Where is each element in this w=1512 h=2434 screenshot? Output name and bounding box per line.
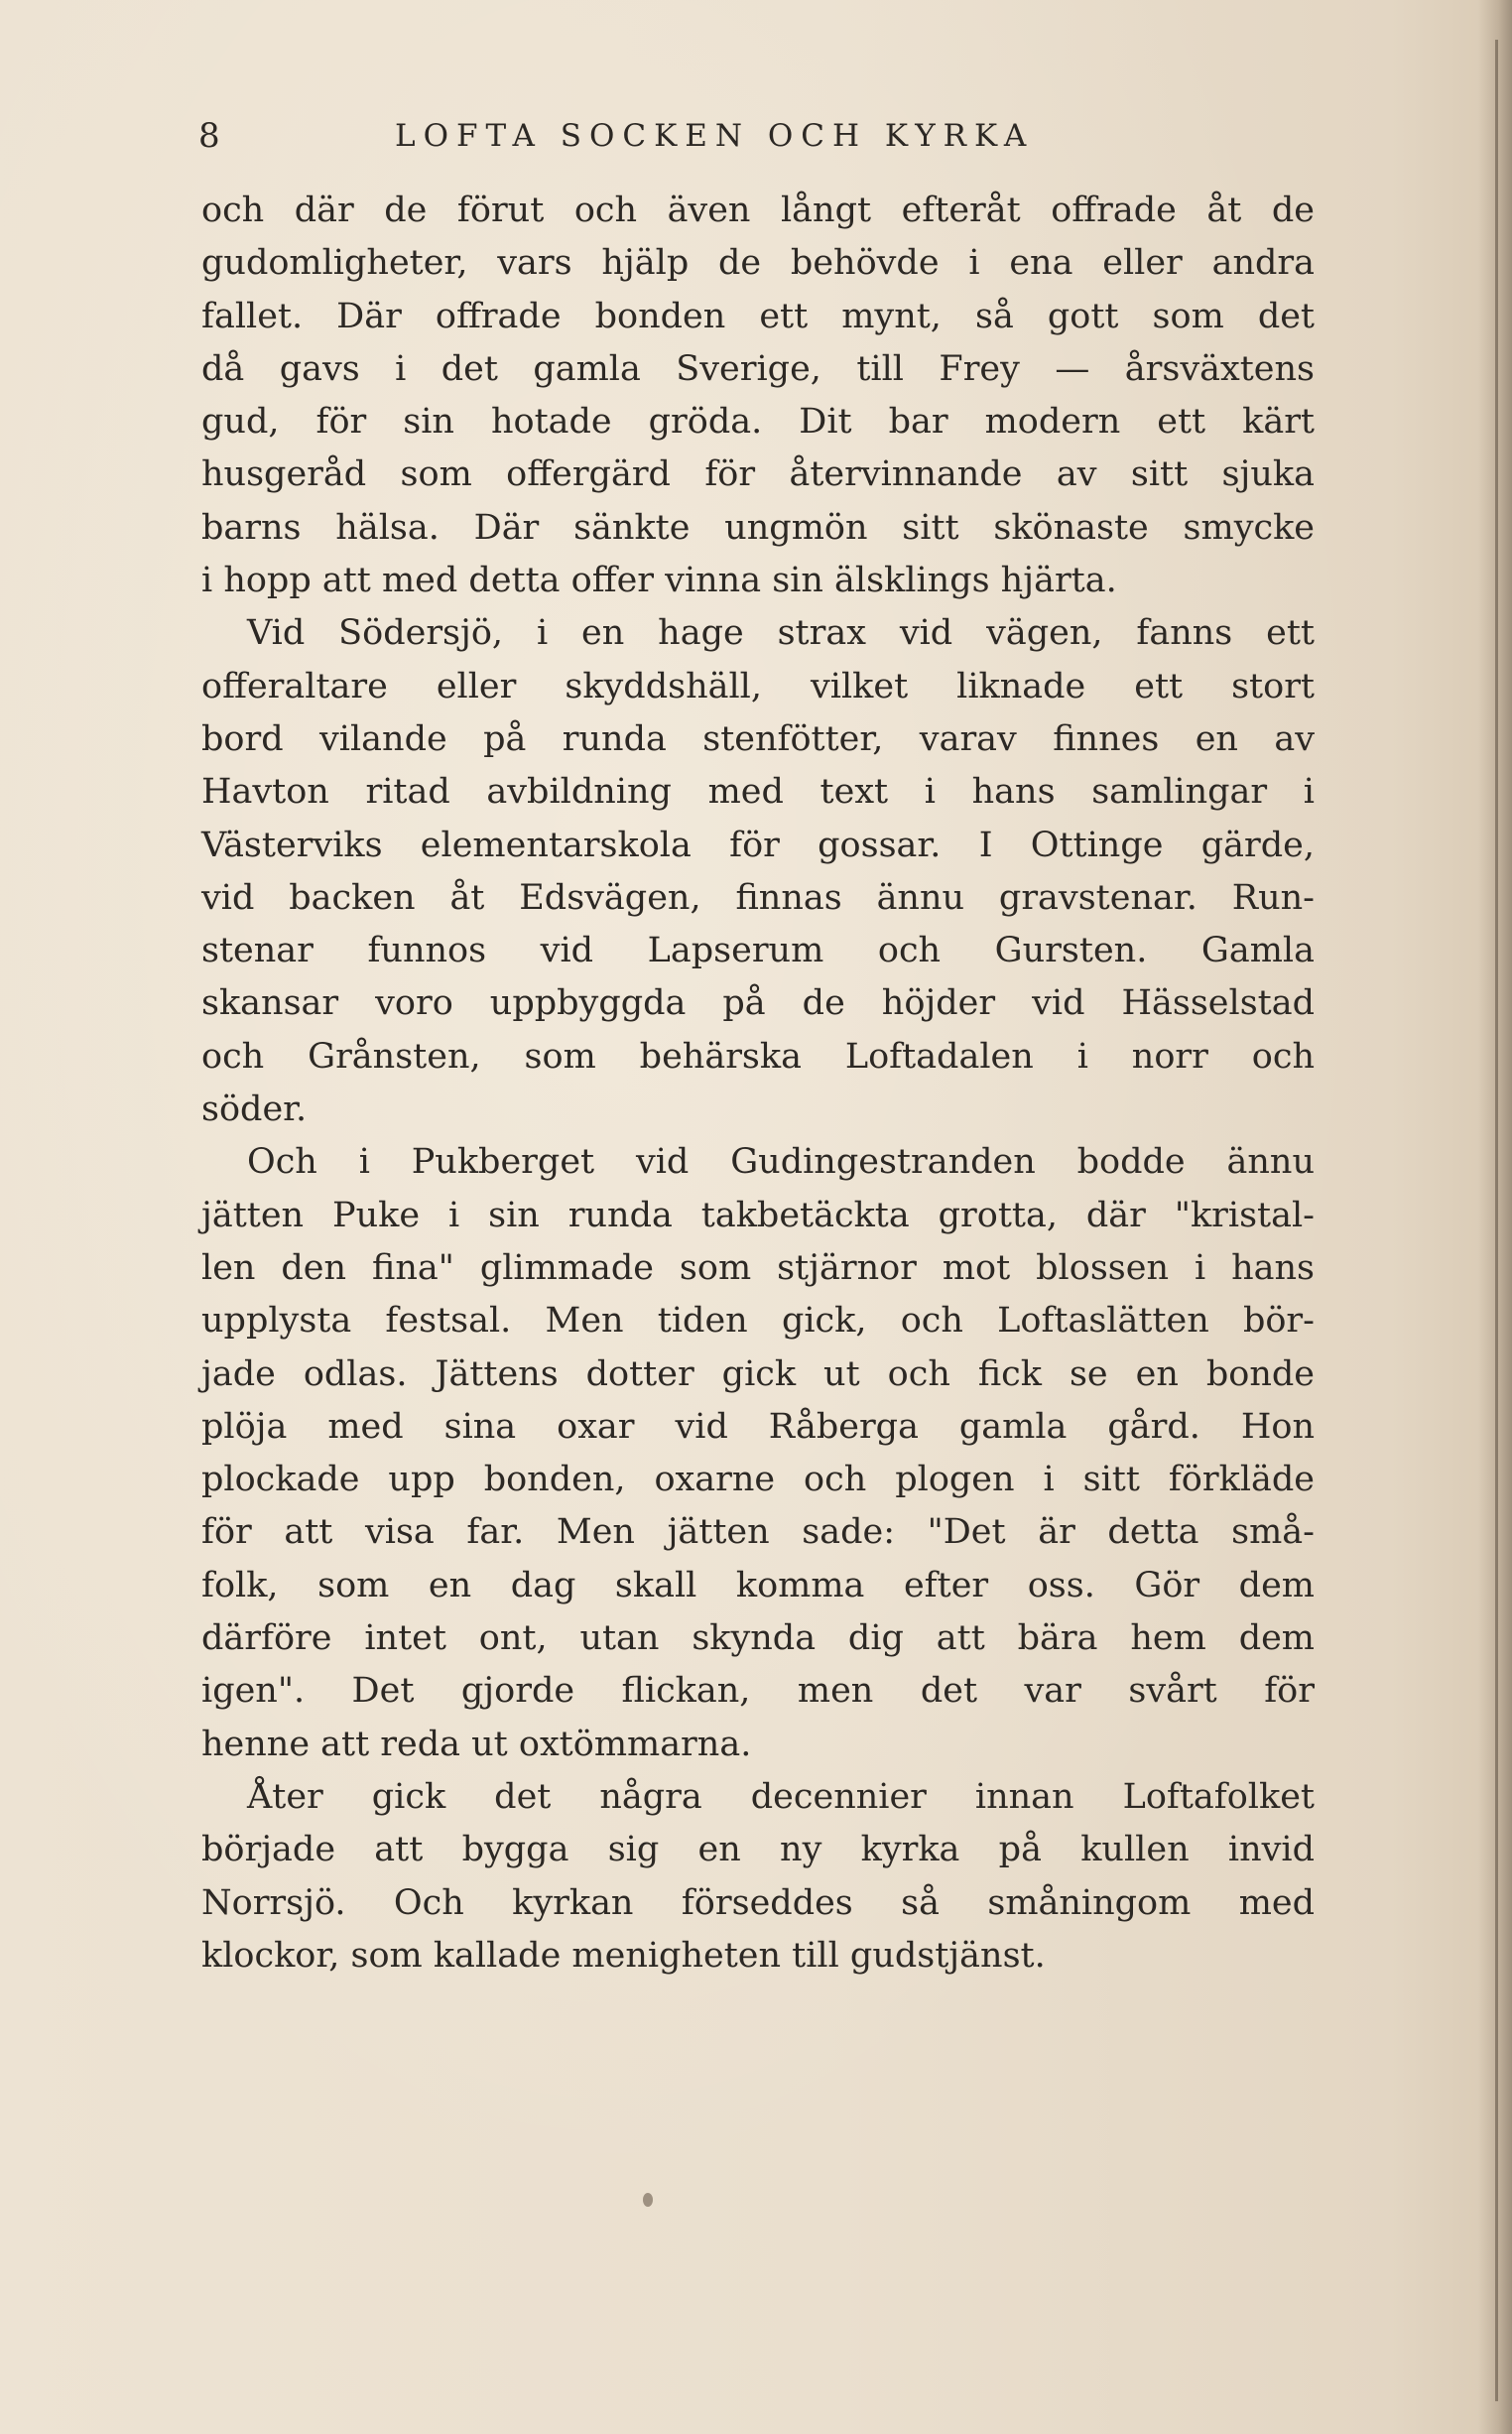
- page-number: 8: [198, 116, 220, 156]
- text-line: Havton ritad avbildning med text i hans samlingar i: [201, 772, 1315, 813]
- text-line: husgeråd som offergärd för återvinnande av sitt sjuka: [201, 454, 1315, 495]
- paragraph-first-line: Vid Södersjö, i en hage strax vid vägen, fanns ett: [247, 613, 1315, 654]
- text-line: och där de förut och även långt efteråt offrade åt de: [201, 191, 1315, 230]
- text-line: Västerviks elementarskola för gossar. I Ottinge gärde,: [201, 825, 1315, 865]
- paragraph-first-line: Och i Pukberget vid Gudingestranden bodde ännu: [247, 1142, 1315, 1183]
- text-line: plockade upp bonden, oxarne och plogen i sitt förkläde: [201, 1460, 1315, 1500]
- text-line: klockor, som kallade menigheten till gudstjänst.: [201, 1935, 1046, 1976]
- text-line: och Grånsten, som behärska Loftadalen i norr och: [201, 1036, 1315, 1077]
- page-header: [198, 111, 1191, 161]
- text-line: för att visa far. Men jätten sade: "Det är detta små-: [201, 1512, 1315, 1553]
- text-line: igen". Det gjorde flickan, men det var svårt för: [201, 1671, 1315, 1712]
- text-line: fallet. Där offrade bonden ett mynt, så gott som det: [201, 296, 1315, 336]
- text-line: skansar voro uppbyggda på de höjder vid Hässelstad: [201, 983, 1315, 1024]
- text-line: gudomligheter, vars hjälp de behövde i ena eller andra: [201, 243, 1315, 284]
- text-line: gud, för sin hotade gröda. Dit bar modern ett kärt: [201, 402, 1315, 443]
- text-line: henne att reda ut oxtömmarna.: [201, 1724, 752, 1764]
- text-line: vid backen åt Edsvägen, finnas ännu gravstenar. Run-: [201, 877, 1315, 918]
- text-line: plöja med sina oxar vid Råberga gamla gård. Hon: [201, 1406, 1315, 1447]
- text-line: Norrsjö. Och kyrkan förseddes så småningom med: [201, 1882, 1315, 1923]
- text-line: söder.: [201, 1089, 308, 1130]
- text-line: len den fina" glimmade som stjärnor mot blossen i hans: [201, 1247, 1315, 1288]
- text-line: offeraltare eller skyddshäll, vilket liknade ett stort: [201, 666, 1315, 706]
- text-line: folk, som en dag skall komma efter oss. Gör dem: [201, 1565, 1315, 1605]
- text-line: upplysta festsal. Men tiden gick, och Loftaslätten bör-: [201, 1301, 1315, 1342]
- text-line: då gavs i det gamla Sverige, till Frey — årsväxtens: [201, 348, 1315, 389]
- text-line: började att bygga sig en ny kyrka på kullen invid: [201, 1830, 1315, 1870]
- ink-smudge: [643, 2193, 653, 2207]
- body-text: [201, 185, 1315, 1983]
- text-line: jade odlas. Jättens dotter gick ut och fick se en bonde: [201, 1353, 1315, 1394]
- text-line: stenar funnos vid Lapserum och Gursten. Gamla: [201, 931, 1315, 971]
- running-title: LOFTA SOCKEN OCH KYRKA: [395, 118, 1035, 154]
- text-line: barns hälsa. Där sänkte ungmön sitt skönaste smycke: [201, 507, 1315, 548]
- text-line: jätten Puke i sin runda takbetäckta grotta, där "kristal-: [201, 1195, 1315, 1235]
- text-line: därföre intet ont, utan skynda dig att bära hem dem: [201, 1618, 1315, 1659]
- text-line: bord vilande på runda stenfötter, varav finnes en av: [201, 718, 1315, 759]
- text-line: i hopp att med detta offer vinna sin älsklings hjärta.: [201, 561, 1117, 601]
- page-edge-line: [1495, 40, 1498, 2401]
- paragraph-first-line: Åter gick det några decennier innan Loftafolket: [247, 1776, 1315, 1817]
